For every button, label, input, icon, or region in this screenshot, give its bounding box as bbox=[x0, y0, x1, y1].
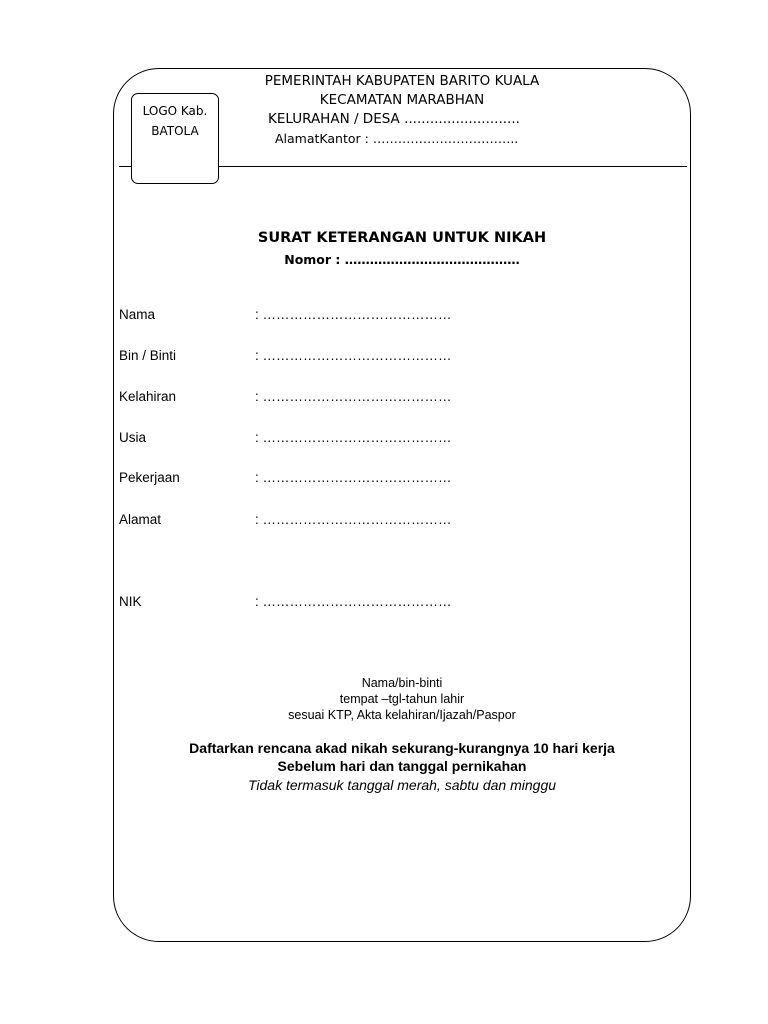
field-label: Usia bbox=[119, 430, 147, 445]
field-value: : …………………………………… bbox=[255, 348, 452, 363]
field-label: Alamat bbox=[119, 512, 162, 527]
document-number: Nomor : …………………………………… bbox=[284, 252, 520, 267]
note-name: Nama/bin-binti bbox=[361, 676, 443, 690]
document-frame bbox=[113, 68, 691, 942]
field-value: : …………………………………… bbox=[255, 307, 452, 322]
instruction-exclusion: Tidak termasuk tanggal merah, sabtu dan minggu bbox=[247, 777, 557, 793]
note-birth: tempat –tgl-tahun lahir bbox=[339, 692, 465, 706]
field-value: : …………………………………… bbox=[255, 389, 452, 404]
field-value: : …………………………………… bbox=[255, 470, 452, 485]
field-value: : …………………………………… bbox=[255, 594, 452, 609]
header-district: KECAMATAN MARABHAN bbox=[319, 92, 485, 108]
logo-text-line1: LOGO Kab. bbox=[142, 104, 208, 118]
note-documents: sesuai KTP, Akta kelahiran/Ijazah/Paspor bbox=[288, 708, 516, 722]
field-label: Nama bbox=[119, 307, 156, 322]
field-value: : …………………………………… bbox=[255, 430, 452, 445]
header-office-address: AlamatKantor : …………………………….. bbox=[275, 131, 519, 146]
field-value: : …………………………………… bbox=[255, 512, 452, 527]
instruction-before-wedding: Sebelum hari dan tanggal pernikahan bbox=[277, 758, 527, 774]
logo-text-line2: BATOLA bbox=[151, 124, 199, 138]
field-label: Pekerjaan bbox=[119, 470, 180, 485]
field-label: Bin / Binti bbox=[119, 348, 177, 363]
field-label: NIK bbox=[119, 594, 142, 609]
instruction-register: Daftarkan rencana akad nikah sekurang-kurangnya 10 hari kerja bbox=[189, 740, 615, 756]
header-government: PEMERINTAH KABUPATEN BARITO KUALA bbox=[264, 73, 540, 89]
header-village: KELURAHAN / DESA ........................... bbox=[268, 111, 520, 127]
logo-placeholder bbox=[131, 93, 219, 184]
field-label: Kelahiran bbox=[119, 389, 177, 404]
document-title: SURAT KETERANGAN UNTUK NIKAH bbox=[257, 230, 547, 246]
